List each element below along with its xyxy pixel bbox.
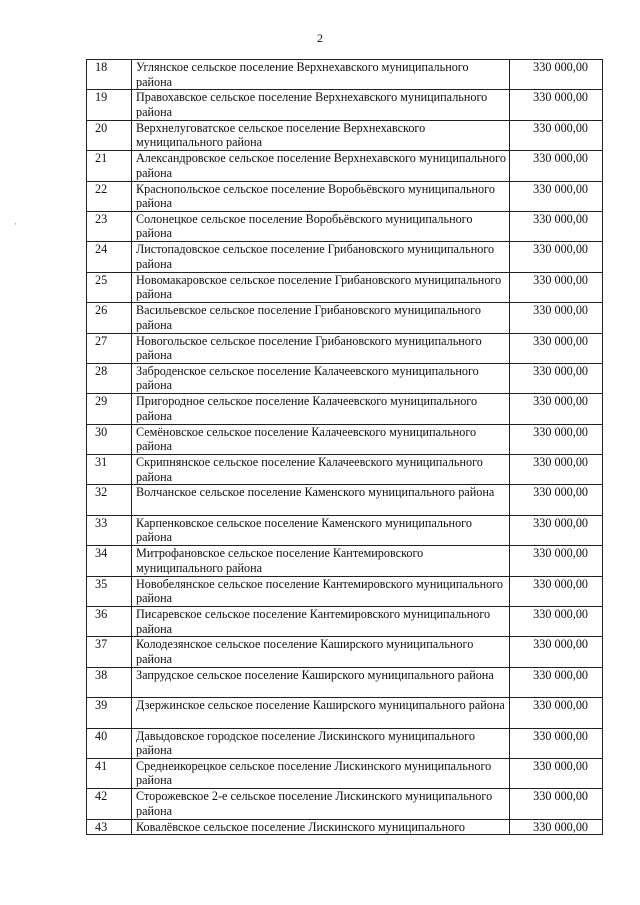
row-number-cell: 38 bbox=[87, 667, 132, 697]
settlement-name-cell: Семёновское сельское поселение Калачеевского муниципального района bbox=[132, 424, 510, 454]
row-number-cell: 31 bbox=[87, 455, 132, 485]
table-row bbox=[87, 120, 603, 150]
row-number-cell: 26 bbox=[87, 303, 132, 333]
row-number-cell: 43 bbox=[87, 819, 132, 835]
table-body bbox=[87, 60, 603, 835]
settlement-name-cell: Новобелянское сельское поселение Кантемировского муниципального района bbox=[132, 576, 510, 606]
row-number-cell: 34 bbox=[87, 546, 132, 576]
page-number: 2 bbox=[317, 31, 323, 45]
settlement-name-cell: Углянское сельское поселение Верхнехавского муниципального района bbox=[132, 60, 510, 90]
settlement-name-cell: Колодезянское сельское поселение Каширского муниципального района bbox=[132, 637, 510, 667]
table-row bbox=[87, 789, 603, 819]
row-number-cell: 22 bbox=[87, 181, 132, 211]
settlement-name-cell: Карпенковское сельское поселение Каменского муниципального района bbox=[132, 515, 510, 545]
table-row bbox=[87, 394, 603, 424]
row-number-cell: 39 bbox=[87, 698, 132, 728]
amount-cell: 330 000,00 bbox=[510, 819, 603, 835]
amount-cell: 330 000,00 bbox=[510, 789, 603, 819]
settlement-name-cell: Пригородное сельское поселение Калачеевского муниципального района bbox=[132, 394, 510, 424]
row-number-cell: 33 bbox=[87, 515, 132, 545]
row-number-cell: 28 bbox=[87, 363, 132, 393]
table-row bbox=[87, 424, 603, 454]
margin-mark: · bbox=[14, 219, 17, 229]
settlement-name-cell: Ковалёвское сельское поселение Лискинского муниципального bbox=[132, 819, 510, 835]
amount-cell: 330 000,00 bbox=[510, 151, 603, 181]
allocation-table bbox=[86, 59, 603, 835]
row-number-cell: 21 bbox=[87, 151, 132, 181]
amount-cell: 330 000,00 bbox=[510, 363, 603, 393]
amount-cell: 330 000,00 bbox=[510, 60, 603, 90]
amount-cell: 330 000,00 bbox=[510, 394, 603, 424]
settlement-name-cell: Заброденское сельское поселение Калачеевского муниципального района bbox=[132, 363, 510, 393]
row-number-cell: 27 bbox=[87, 333, 132, 363]
row-number-cell: 20 bbox=[87, 120, 132, 150]
row-number-cell: 25 bbox=[87, 272, 132, 302]
row-number-cell: 30 bbox=[87, 424, 132, 454]
settlement-name-cell: Новогольское сельское поселение Грибановского муниципального района bbox=[132, 333, 510, 363]
table-row bbox=[87, 303, 603, 333]
table-row bbox=[87, 819, 603, 835]
row-number-cell: 35 bbox=[87, 576, 132, 606]
amount-cell: 330 000,00 bbox=[510, 303, 603, 333]
settlement-name-cell: Листопадовское сельское поселение Грибановского муниципального района bbox=[132, 242, 510, 272]
amount-cell: 330 000,00 bbox=[510, 211, 603, 241]
amount-cell: 330 000,00 bbox=[510, 667, 603, 697]
settlement-name-cell: Волчанское сельское поселение Каменского муниципального района bbox=[132, 485, 510, 515]
table-row bbox=[87, 728, 603, 758]
settlement-name-cell: Сторожевское 2-е сельское поселение Лискинского муниципального района bbox=[132, 789, 510, 819]
amount-cell: 330 000,00 bbox=[510, 272, 603, 302]
table-row bbox=[87, 363, 603, 393]
row-number-cell: 24 bbox=[87, 242, 132, 272]
table-row bbox=[87, 455, 603, 485]
table-row bbox=[87, 151, 603, 181]
settlement-name-cell: Скрипнянское сельское поселение Калачеевского муниципального района bbox=[132, 455, 510, 485]
amount-cell: 330 000,00 bbox=[510, 90, 603, 120]
amount-cell: 330 000,00 bbox=[510, 333, 603, 363]
settlement-name-cell: Дзержинское сельское поселение Каширского муниципального района bbox=[132, 698, 510, 728]
row-number-cell: 19 bbox=[87, 90, 132, 120]
table-row bbox=[87, 60, 603, 90]
amount-cell: 330 000,00 bbox=[510, 242, 603, 272]
table-row bbox=[87, 576, 603, 606]
table-row bbox=[87, 546, 603, 576]
settlement-name-cell: Писаревское сельское поселение Кантемировского муниципального района bbox=[132, 607, 510, 637]
row-number-cell: 41 bbox=[87, 758, 132, 788]
settlement-name-cell: Давыдовское городское поселение Лискинского муниципального района bbox=[132, 728, 510, 758]
amount-cell: 330 000,00 bbox=[510, 698, 603, 728]
amount-cell: 330 000,00 bbox=[510, 546, 603, 576]
amount-cell: 330 000,00 bbox=[510, 728, 603, 758]
amount-cell: 330 000,00 bbox=[510, 758, 603, 788]
table-row bbox=[87, 637, 603, 667]
amount-cell: 330 000,00 bbox=[510, 607, 603, 637]
table-row bbox=[87, 607, 603, 637]
table-row bbox=[87, 272, 603, 302]
settlement-name-cell: Солонецкое сельское поселение Воробьёвского муниципального района bbox=[132, 211, 510, 241]
settlement-name-cell: Краснопольское сельское поселение Воробьёвского муниципального района bbox=[132, 181, 510, 211]
table-row bbox=[87, 90, 603, 120]
amount-cell: 330 000,00 bbox=[510, 120, 603, 150]
row-number-cell: 29 bbox=[87, 394, 132, 424]
amount-cell: 330 000,00 bbox=[510, 576, 603, 606]
table-row bbox=[87, 181, 603, 211]
settlement-name-cell: Верхнелуговатское сельское поселение Верхнехавского муниципального района bbox=[132, 120, 510, 150]
settlement-name-cell: Новомакаровское сельское поселение Грибановского муниципального района bbox=[132, 272, 510, 302]
table-row bbox=[87, 242, 603, 272]
amount-cell: 330 000,00 bbox=[510, 485, 603, 515]
row-number-cell: 40 bbox=[87, 728, 132, 758]
row-number-cell: 36 bbox=[87, 607, 132, 637]
settlement-name-cell: Александровское сельское поселение Верхнехавского муниципального района bbox=[132, 151, 510, 181]
settlement-name-cell: Правохавское сельское поселение Верхнехавского муниципального района bbox=[132, 90, 510, 120]
settlement-name-cell: Митрофановское сельское поселение Кантемировского муниципального района bbox=[132, 546, 510, 576]
table-row bbox=[87, 211, 603, 241]
table-row bbox=[87, 485, 603, 515]
settlement-name-cell: Васильевское сельское поселение Грибановского муниципального района bbox=[132, 303, 510, 333]
amount-cell: 330 000,00 bbox=[510, 181, 603, 211]
row-number-cell: 23 bbox=[87, 211, 132, 241]
table-row bbox=[87, 758, 603, 788]
amount-cell: 330 000,00 bbox=[510, 637, 603, 667]
table-row bbox=[87, 515, 603, 545]
row-number-cell: 42 bbox=[87, 789, 132, 819]
table-row bbox=[87, 667, 603, 697]
amount-cell: 330 000,00 bbox=[510, 424, 603, 454]
amount-cell: 330 000,00 bbox=[510, 455, 603, 485]
row-number-cell: 18 bbox=[87, 60, 132, 90]
settlement-name-cell: Среднеикорецкое сельское поселение Лискинского муниципального района bbox=[132, 758, 510, 788]
row-number-cell: 32 bbox=[87, 485, 132, 515]
table-row bbox=[87, 698, 603, 728]
table-row bbox=[87, 333, 603, 363]
settlement-name-cell: Запрудское сельское поселение Каширского муниципального района bbox=[132, 667, 510, 697]
amount-cell: 330 000,00 bbox=[510, 515, 603, 545]
row-number-cell: 37 bbox=[87, 637, 132, 667]
